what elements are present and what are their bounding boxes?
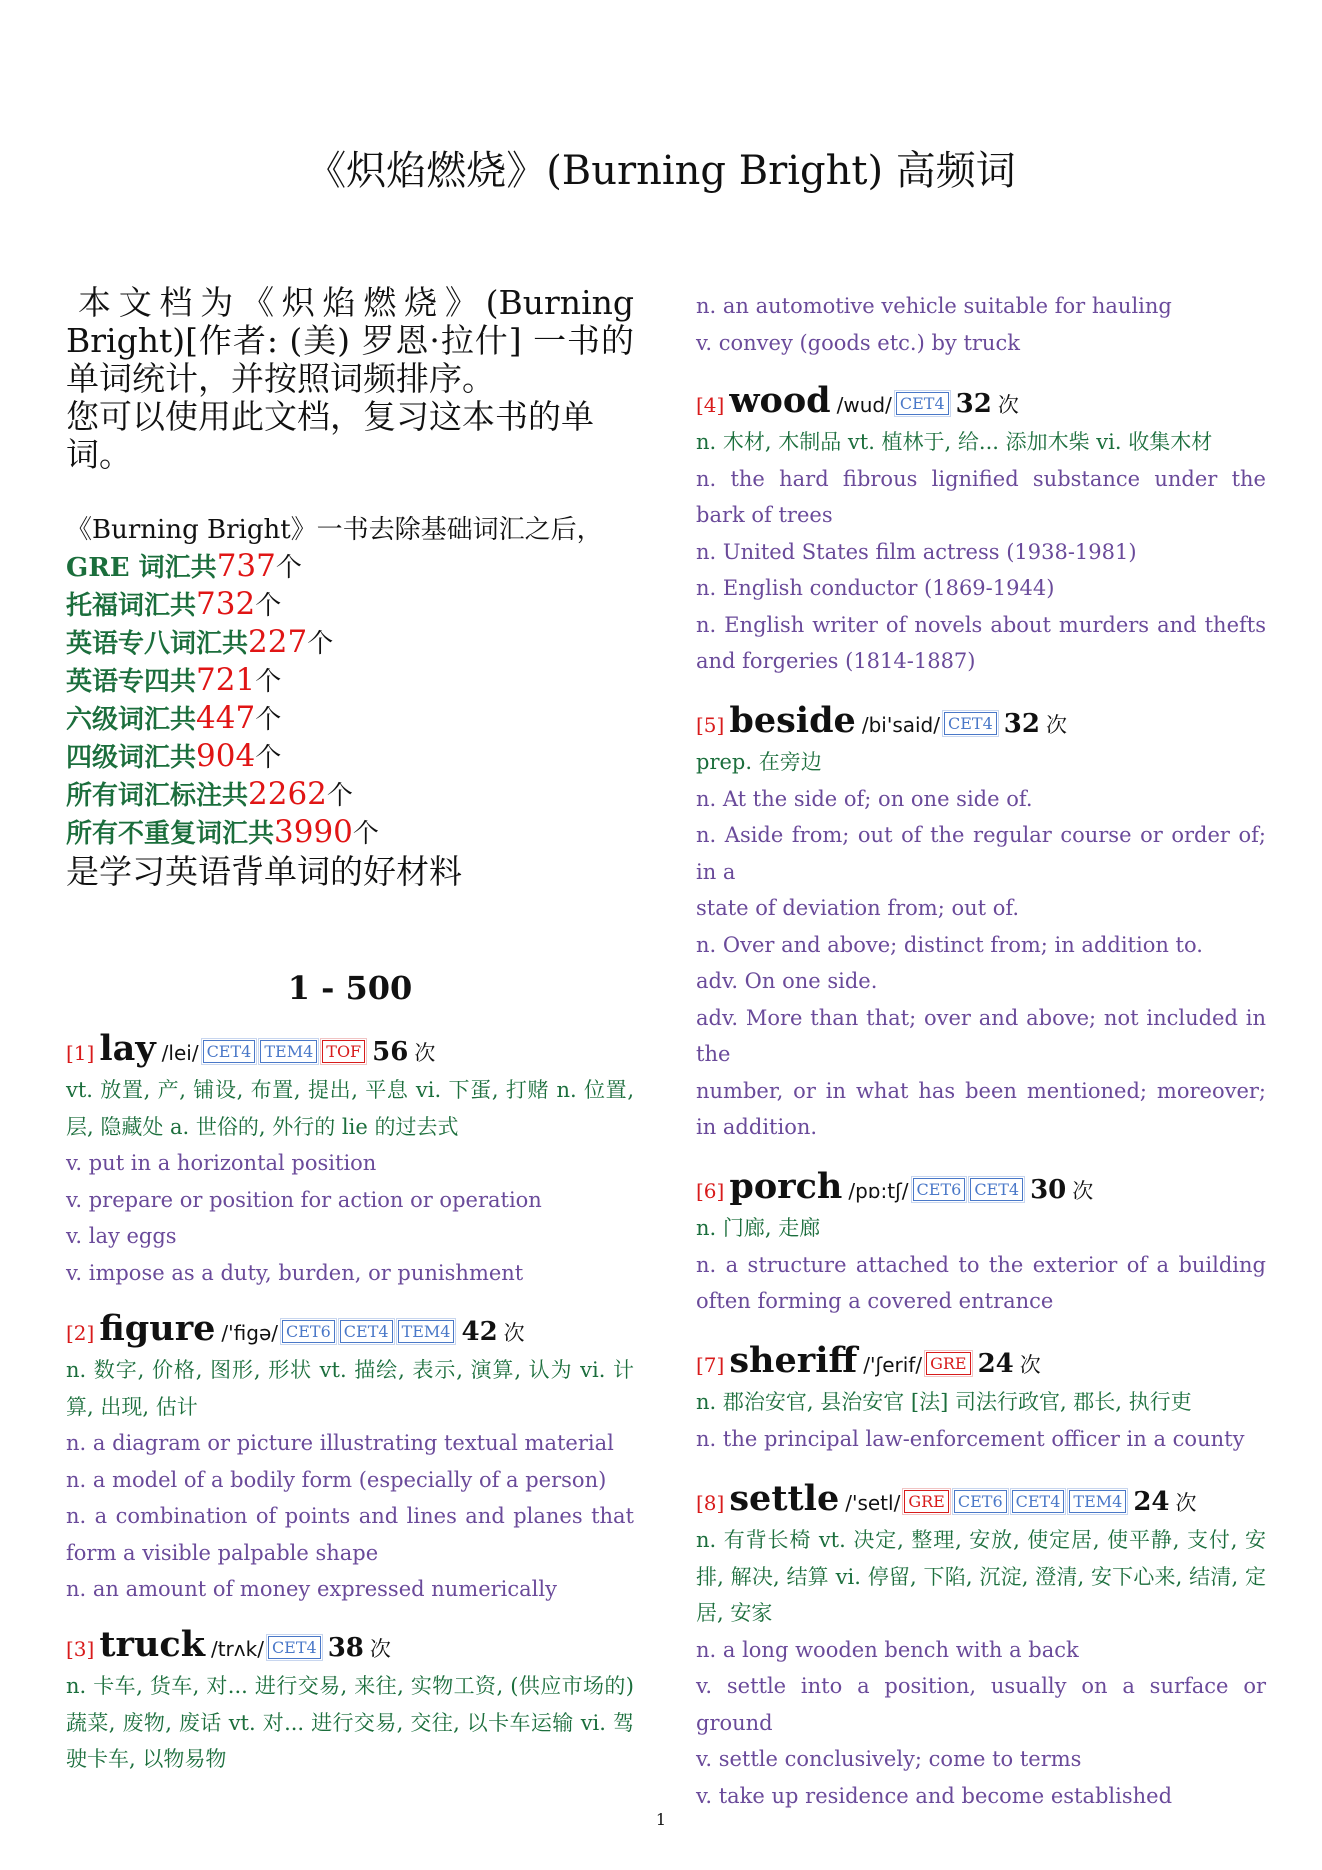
entry-count: 24 bbox=[1133, 1487, 1170, 1517]
entry-index: [8] bbox=[696, 1491, 725, 1515]
tag-badge: CET4 bbox=[944, 712, 997, 735]
count-unit: 次 bbox=[503, 1321, 525, 1345]
entry-count: 32 bbox=[1003, 709, 1040, 739]
entry-english-definition: n. a structure attached to the exterior of a building often forming a covered entrance bbox=[696, 1252, 1266, 1313]
entry-count: 38 bbox=[327, 1633, 364, 1663]
stats-row bbox=[66, 548, 634, 586]
stats-unit: 个 bbox=[352, 819, 379, 849]
entry-english-definition: adv. On one side. bbox=[696, 969, 878, 993]
tag-badge: CET4 bbox=[268, 1636, 321, 1659]
entry-english-definition: n. a long wooden bench with a back bbox=[696, 1637, 1079, 1662]
word-entry-truck bbox=[66, 1624, 634, 1778]
stats-number: 904 bbox=[196, 738, 256, 774]
entry-index: [4] bbox=[696, 393, 725, 417]
stats-unit: 个 bbox=[326, 781, 353, 811]
tag-badge: TEM4 bbox=[398, 1320, 455, 1343]
tag-badge: CET4 bbox=[203, 1040, 256, 1063]
tag-badge: CET6 bbox=[282, 1320, 335, 1343]
entry-chinese-definition: prep. 在旁边 bbox=[696, 750, 822, 774]
stats-label: 托福词汇共 bbox=[66, 591, 197, 621]
entry-english-definition: n. At the side of; on one side of. bbox=[696, 786, 1033, 811]
entry-phonetic: /trʌk/ bbox=[210, 1637, 264, 1661]
word-entry-wood bbox=[696, 380, 1266, 680]
count-unit: 次 bbox=[1019, 1353, 1041, 1377]
count-unit: 次 bbox=[369, 1637, 391, 1661]
entry-english-definition: n. a combination of points and lines and planes that form a visible palpable shape bbox=[66, 1504, 634, 1565]
entry-english-definition: v. lay eggs bbox=[66, 1224, 177, 1248]
stats-number: 3990 bbox=[274, 814, 353, 850]
entry-head bbox=[696, 700, 1266, 744]
entry-english-definition: state of deviation from; out of. bbox=[696, 896, 1020, 920]
entry-english-definition: v. settle into a position, usually on a surface or ground bbox=[696, 1674, 1266, 1735]
stats-label: 所有不重复词汇共 bbox=[66, 819, 275, 849]
entry-english-definition: n. an amount of money expressed numerically bbox=[66, 1577, 557, 1601]
entry-count: 30 bbox=[1030, 1175, 1067, 1205]
entry-chinese-definition: n. 门廊, 走廊 bbox=[696, 1216, 821, 1240]
count-unit: 次 bbox=[997, 393, 1019, 417]
entry-count: 24 bbox=[977, 1349, 1014, 1379]
word-entry-lay bbox=[66, 1028, 634, 1291]
entry-english-definition: n. United States film actress (1938-1981) bbox=[696, 539, 1137, 564]
entry-english-definition: n. a diagram or picture illustrating textual material bbox=[66, 1431, 614, 1455]
word-entry-figure bbox=[66, 1308, 634, 1608]
word-entry-porch bbox=[696, 1166, 1266, 1320]
entry-word: figure bbox=[99, 1308, 216, 1349]
entry-english-definition: n. the principal law-enforcement officer in a county bbox=[696, 1426, 1245, 1451]
entry-chinese-definition: n. 有背长椅 vt. 决定, 整理, 安放, 使定居, 使平静, 支付, 安排, 解决, 结算 vi. 停留, 下陷, 沉淀, 澄清, 安下心来, 结清, 定居, 安家 bbox=[696, 1528, 1266, 1625]
entry-english-definition: v. put in a horizontal position bbox=[66, 1151, 377, 1175]
stats-row bbox=[66, 776, 634, 814]
entry-phonetic: /'setl/ bbox=[845, 1491, 901, 1515]
entry-word: settle bbox=[729, 1478, 840, 1519]
entry-head bbox=[66, 1028, 634, 1072]
stats-label: GRE 词汇共 bbox=[66, 553, 217, 583]
stats-block bbox=[66, 512, 634, 892]
tag-badge: CET4 bbox=[970, 1178, 1023, 1201]
entry-word: lay bbox=[99, 1028, 156, 1069]
entry-english-definition: n. Aside from; out of the regular course or order of; in a bbox=[696, 823, 1266, 884]
entry-word: porch bbox=[729, 1166, 843, 1207]
entry-english-definition: number, or in what has been mentioned; moreover; in addition. bbox=[696, 1078, 1266, 1139]
entry-index: [1] bbox=[66, 1041, 95, 1065]
tag-badge: CET6 bbox=[913, 1178, 966, 1201]
word-entry-truck-continued bbox=[696, 288, 1266, 361]
range-heading: 1 - 500 bbox=[287, 969, 413, 1007]
entry-chinese-definition: n. 郡治安官, 县治安官 [法] 司法行政官, 郡长, 执行吏 bbox=[696, 1390, 1192, 1414]
stats-unit: 个 bbox=[275, 553, 302, 583]
stats-unit: 个 bbox=[307, 629, 334, 659]
entry-english-definition: adv. More than that; over and above; not included in the bbox=[696, 1005, 1266, 1066]
entry-index: [2] bbox=[66, 1321, 95, 1345]
tag-badge: TOF bbox=[322, 1040, 365, 1063]
stats-number: 721 bbox=[196, 662, 256, 698]
entry-phonetic: /wud/ bbox=[836, 393, 892, 417]
entry-index: [3] bbox=[66, 1637, 95, 1661]
intro-paragraph-2: 您可以使用此文档，复习这本书的单词。 bbox=[66, 397, 594, 474]
entry-head bbox=[66, 1308, 634, 1352]
tag-badge: TEM4 bbox=[1069, 1490, 1126, 1513]
entry-word: truck bbox=[99, 1624, 205, 1665]
word-entry-settle bbox=[696, 1478, 1266, 1814]
entry-english-definition: v. impose as a duty, burden, or punishment bbox=[66, 1260, 524, 1285]
stats-label: 英语专八词汇共 bbox=[66, 629, 249, 659]
stats-label: 四级词汇共 bbox=[66, 743, 197, 773]
stats-row bbox=[66, 738, 634, 776]
tag-badge: CET6 bbox=[954, 1490, 1007, 1513]
entry-english-definition: n. English conductor (1869-1944) bbox=[696, 576, 1055, 600]
stats-number: 2262 bbox=[248, 776, 327, 812]
stats-unit: 个 bbox=[255, 591, 282, 621]
tag-badge: GRE bbox=[904, 1490, 949, 1513]
tag-badge: CET4 bbox=[340, 1320, 393, 1343]
entry-index: [5] bbox=[696, 713, 725, 737]
stats-unit: 个 bbox=[255, 667, 282, 697]
stats-label: 所有词汇标注共 bbox=[66, 781, 249, 811]
count-unit: 次 bbox=[1175, 1491, 1197, 1515]
entry-phonetic: /bi'said/ bbox=[861, 713, 940, 737]
stats-number: 737 bbox=[216, 548, 276, 584]
entry-word: wood bbox=[729, 380, 831, 421]
entry-english-definition: v. take up residence and become established bbox=[696, 1783, 1173, 1808]
entry-chinese-definition: n. 数字, 价格, 图形, 形状 vt. 描绘, 表示, 演算, 认为 vi. 计算, 出现, 估计 bbox=[66, 1358, 634, 1419]
count-unit: 次 bbox=[1072, 1179, 1094, 1203]
entry-english-definition: v. prepare or position for action or operation bbox=[66, 1187, 542, 1212]
entry-head bbox=[696, 1166, 1266, 1210]
word-entry-beside bbox=[696, 700, 1266, 1146]
tag-badge: CET4 bbox=[1012, 1490, 1065, 1513]
entry-phonetic: /'ʃerif/ bbox=[863, 1353, 923, 1377]
entry-english-definition: v. convey (goods etc.) by truck bbox=[696, 330, 1020, 355]
stats-row bbox=[66, 624, 634, 662]
entry-count: 32 bbox=[955, 389, 992, 419]
tag-badge: GRE bbox=[926, 1352, 971, 1375]
stats-row bbox=[66, 700, 634, 738]
stats-number: 227 bbox=[248, 624, 308, 660]
intro bbox=[66, 284, 634, 474]
entry-english-definition: n. an automotive vehicle suitable for hauling bbox=[696, 294, 1172, 318]
page-title: 《炽焰燃烧》(Burning Bright) 高频词 bbox=[306, 148, 1016, 194]
stats-number: 447 bbox=[196, 700, 256, 736]
page-number: 1 bbox=[655, 1810, 667, 1829]
intro-paragraph-1: 本文档为《炽焰燃烧》(Burning Bright)[作者: (美) 罗恩·拉什] 一书的单词统计，并按照词频排序。 bbox=[66, 283, 634, 398]
stats-closing: 是学习英语背单词的好材料 bbox=[66, 852, 462, 891]
tag-badge: CET4 bbox=[896, 392, 949, 415]
stats-label: 英语专四共 bbox=[66, 667, 197, 697]
count-unit: 次 bbox=[1045, 713, 1067, 737]
stats-unit: 个 bbox=[255, 743, 282, 773]
entry-english-definition: n. a model of a bodily form (especially of a person) bbox=[66, 1467, 607, 1492]
stats-number: 732 bbox=[196, 586, 256, 622]
entry-word: beside bbox=[729, 700, 856, 741]
entry-count: 42 bbox=[461, 1317, 498, 1347]
entry-english-definition: n. the hard fibrous lignified substance under the bark of trees bbox=[696, 466, 1266, 527]
entry-index: [7] bbox=[696, 1353, 725, 1377]
stats-row bbox=[66, 814, 634, 852]
entry-english-definition: v. settle conclusively; come to terms bbox=[696, 1747, 1082, 1771]
entry-count: 56 bbox=[372, 1037, 409, 1067]
word-entry-sheriff bbox=[696, 1340, 1266, 1457]
entry-phonetic: /pɒ:tʃ/ bbox=[848, 1179, 909, 1203]
entry-head bbox=[696, 1340, 1266, 1384]
entry-chinese-definition: n. 木材, 木制品 vt. 植林于, 给... 添加木柴 vi. 收集木材 bbox=[696, 430, 1213, 454]
entry-word: sheriff bbox=[729, 1340, 858, 1381]
entry-english-definition: n. Over and above; distinct from; in addition to. bbox=[696, 932, 1203, 957]
entry-phonetic: /lei/ bbox=[161, 1041, 199, 1065]
entry-phonetic: /'figə/ bbox=[221, 1321, 278, 1345]
count-unit: 次 bbox=[414, 1041, 436, 1065]
entry-head bbox=[66, 1624, 634, 1668]
entry-index: [6] bbox=[696, 1179, 725, 1203]
entry-chinese-definition: n. 卡车, 货车, 对... 进行交易, 来往, 实物工资, (供应市场的) 蔬菜, 废物, 废话 vt. 对... 进行交易, 交往, 以卡车运输 vi. 驾驶卡车, 以物易物 bbox=[66, 1674, 634, 1771]
entry-head bbox=[696, 380, 1266, 424]
stats-label: 六级词汇共 bbox=[66, 705, 197, 735]
stats-row bbox=[66, 662, 634, 700]
stats-unit: 个 bbox=[255, 705, 282, 735]
stats-row bbox=[66, 586, 634, 624]
tag-badge: TEM4 bbox=[260, 1040, 317, 1063]
entry-chinese-definition: vt. 放置, 产, 铺设, 布置, 提出, 平息 vi. 下蛋, 打赌 n. 位置, 层, 隐藏处 a. 世俗的, 外行的 lie 的过去式 bbox=[66, 1078, 634, 1139]
stats-lead: 《Burning Bright》一书去除基础词汇之后， bbox=[66, 515, 603, 545]
entry-english-definition: n. English writer of novels about murders and thefts and forgeries (1814-1887) bbox=[696, 612, 1266, 673]
entry-head bbox=[696, 1478, 1266, 1522]
